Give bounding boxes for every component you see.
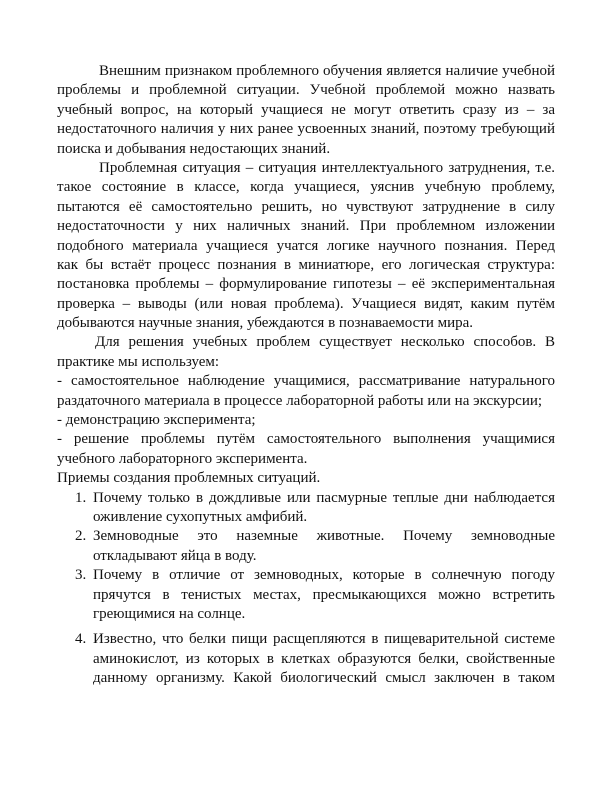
text-line: учебный вопрос, на который учащиеся не могут ответить сразу из – за (57, 101, 555, 118)
text-line: недостаточности у них наличных знаний. При проблемном изложении (57, 218, 555, 235)
list-number: 1. (75, 489, 87, 506)
text-line: оживление сухопутных амфибий. (93, 508, 308, 525)
text-line: проблемы и проблемной ситуации. Учебной проблемой можно назвать (57, 82, 555, 99)
text-line: Проблемная ситуация – ситуация интеллектуального затруднения, т.е. (99, 159, 555, 176)
text-line: подобного материала учащиеся учатся логике научного познания. Перед (57, 237, 555, 254)
text-line: греющимися на солнце. (93, 605, 246, 622)
text-line: Почему в отличие от земноводных, которые в солнечную погоду (93, 567, 555, 584)
list-number: 3. (75, 567, 87, 584)
text-line: Земноводные это наземные животные. Почему земноводные (93, 528, 555, 545)
text-line: Внешним признаком проблемного обучения является наличие учебной (99, 63, 555, 79)
text-line: добываются научные знания, убеждаются в познаваемости мира. (57, 315, 474, 332)
text-line: проверка – выводы (или новая проблема). Учащиеся видят, каким путём (57, 295, 555, 312)
paragraph-1 (57, 62, 555, 159)
text-line: постановка проблемы – формулирование гипотезы – её экспериментальная (57, 276, 555, 293)
method-item: - демонстрацию эксперимента; (57, 412, 256, 429)
text-line: такое состояние в классе, когда учащиеся, уяснив учебную проблему, (57, 179, 555, 196)
text-line: аминокислот, из которых в клетках образуются белки, свойственные (93, 650, 555, 667)
list-item (57, 566, 555, 624)
paragraph-2 (57, 159, 555, 334)
list-item (57, 630, 555, 688)
method-item: раздаточного материала в процессе лабораторной работы или на экскурсии; (57, 392, 543, 409)
text-line: пытаются её самостоятельно решить, но чувствуют затруднение в силу (57, 198, 555, 215)
text-line: практике мы используем: (57, 353, 220, 370)
list-item (57, 489, 555, 528)
method-item: - самостоятельное наблюдение учащимися, рассматривание натурального (57, 373, 555, 390)
text-line: откладывают яйца в воду. (93, 547, 257, 564)
list-number: 2. (75, 528, 87, 545)
list-number: 4. (75, 631, 87, 648)
text-line: прячутся в тенистых местах, пресмыкающихся можно встретить (93, 586, 555, 603)
document-page (57, 62, 555, 689)
paragraph-3 (57, 333, 555, 372)
text-line: недостаточного наличия у них ранее усвоенных знаний, поэтому требующий (57, 121, 555, 138)
text-line: Почему только в дождливые или пасмурные теплые дни наблюдается (93, 489, 555, 506)
text-line: Известно, что белки пищи расщепляются в пищеварительной системе (93, 631, 555, 648)
numbered-list (57, 489, 555, 689)
list-item (57, 527, 555, 566)
methods-list (57, 372, 555, 469)
text-line: как бы встаёт процесс познания в миниатюре, его логическая структура: (57, 256, 555, 273)
text-line: данному организму. Какой биологический смысл заключен в таком (93, 670, 555, 687)
method-item: - решение проблемы путём самостоятельного выполнения учащимися (57, 431, 555, 448)
list-heading: Приемы создания проблемных ситуаций. (57, 470, 321, 487)
method-item: учебного лабораторного эксперимента. (57, 450, 308, 467)
text-line: поиска и добывания недостающих знаний. (57, 140, 331, 157)
text-line: Для решения учебных проблем существует несколько способов. В (95, 334, 555, 351)
